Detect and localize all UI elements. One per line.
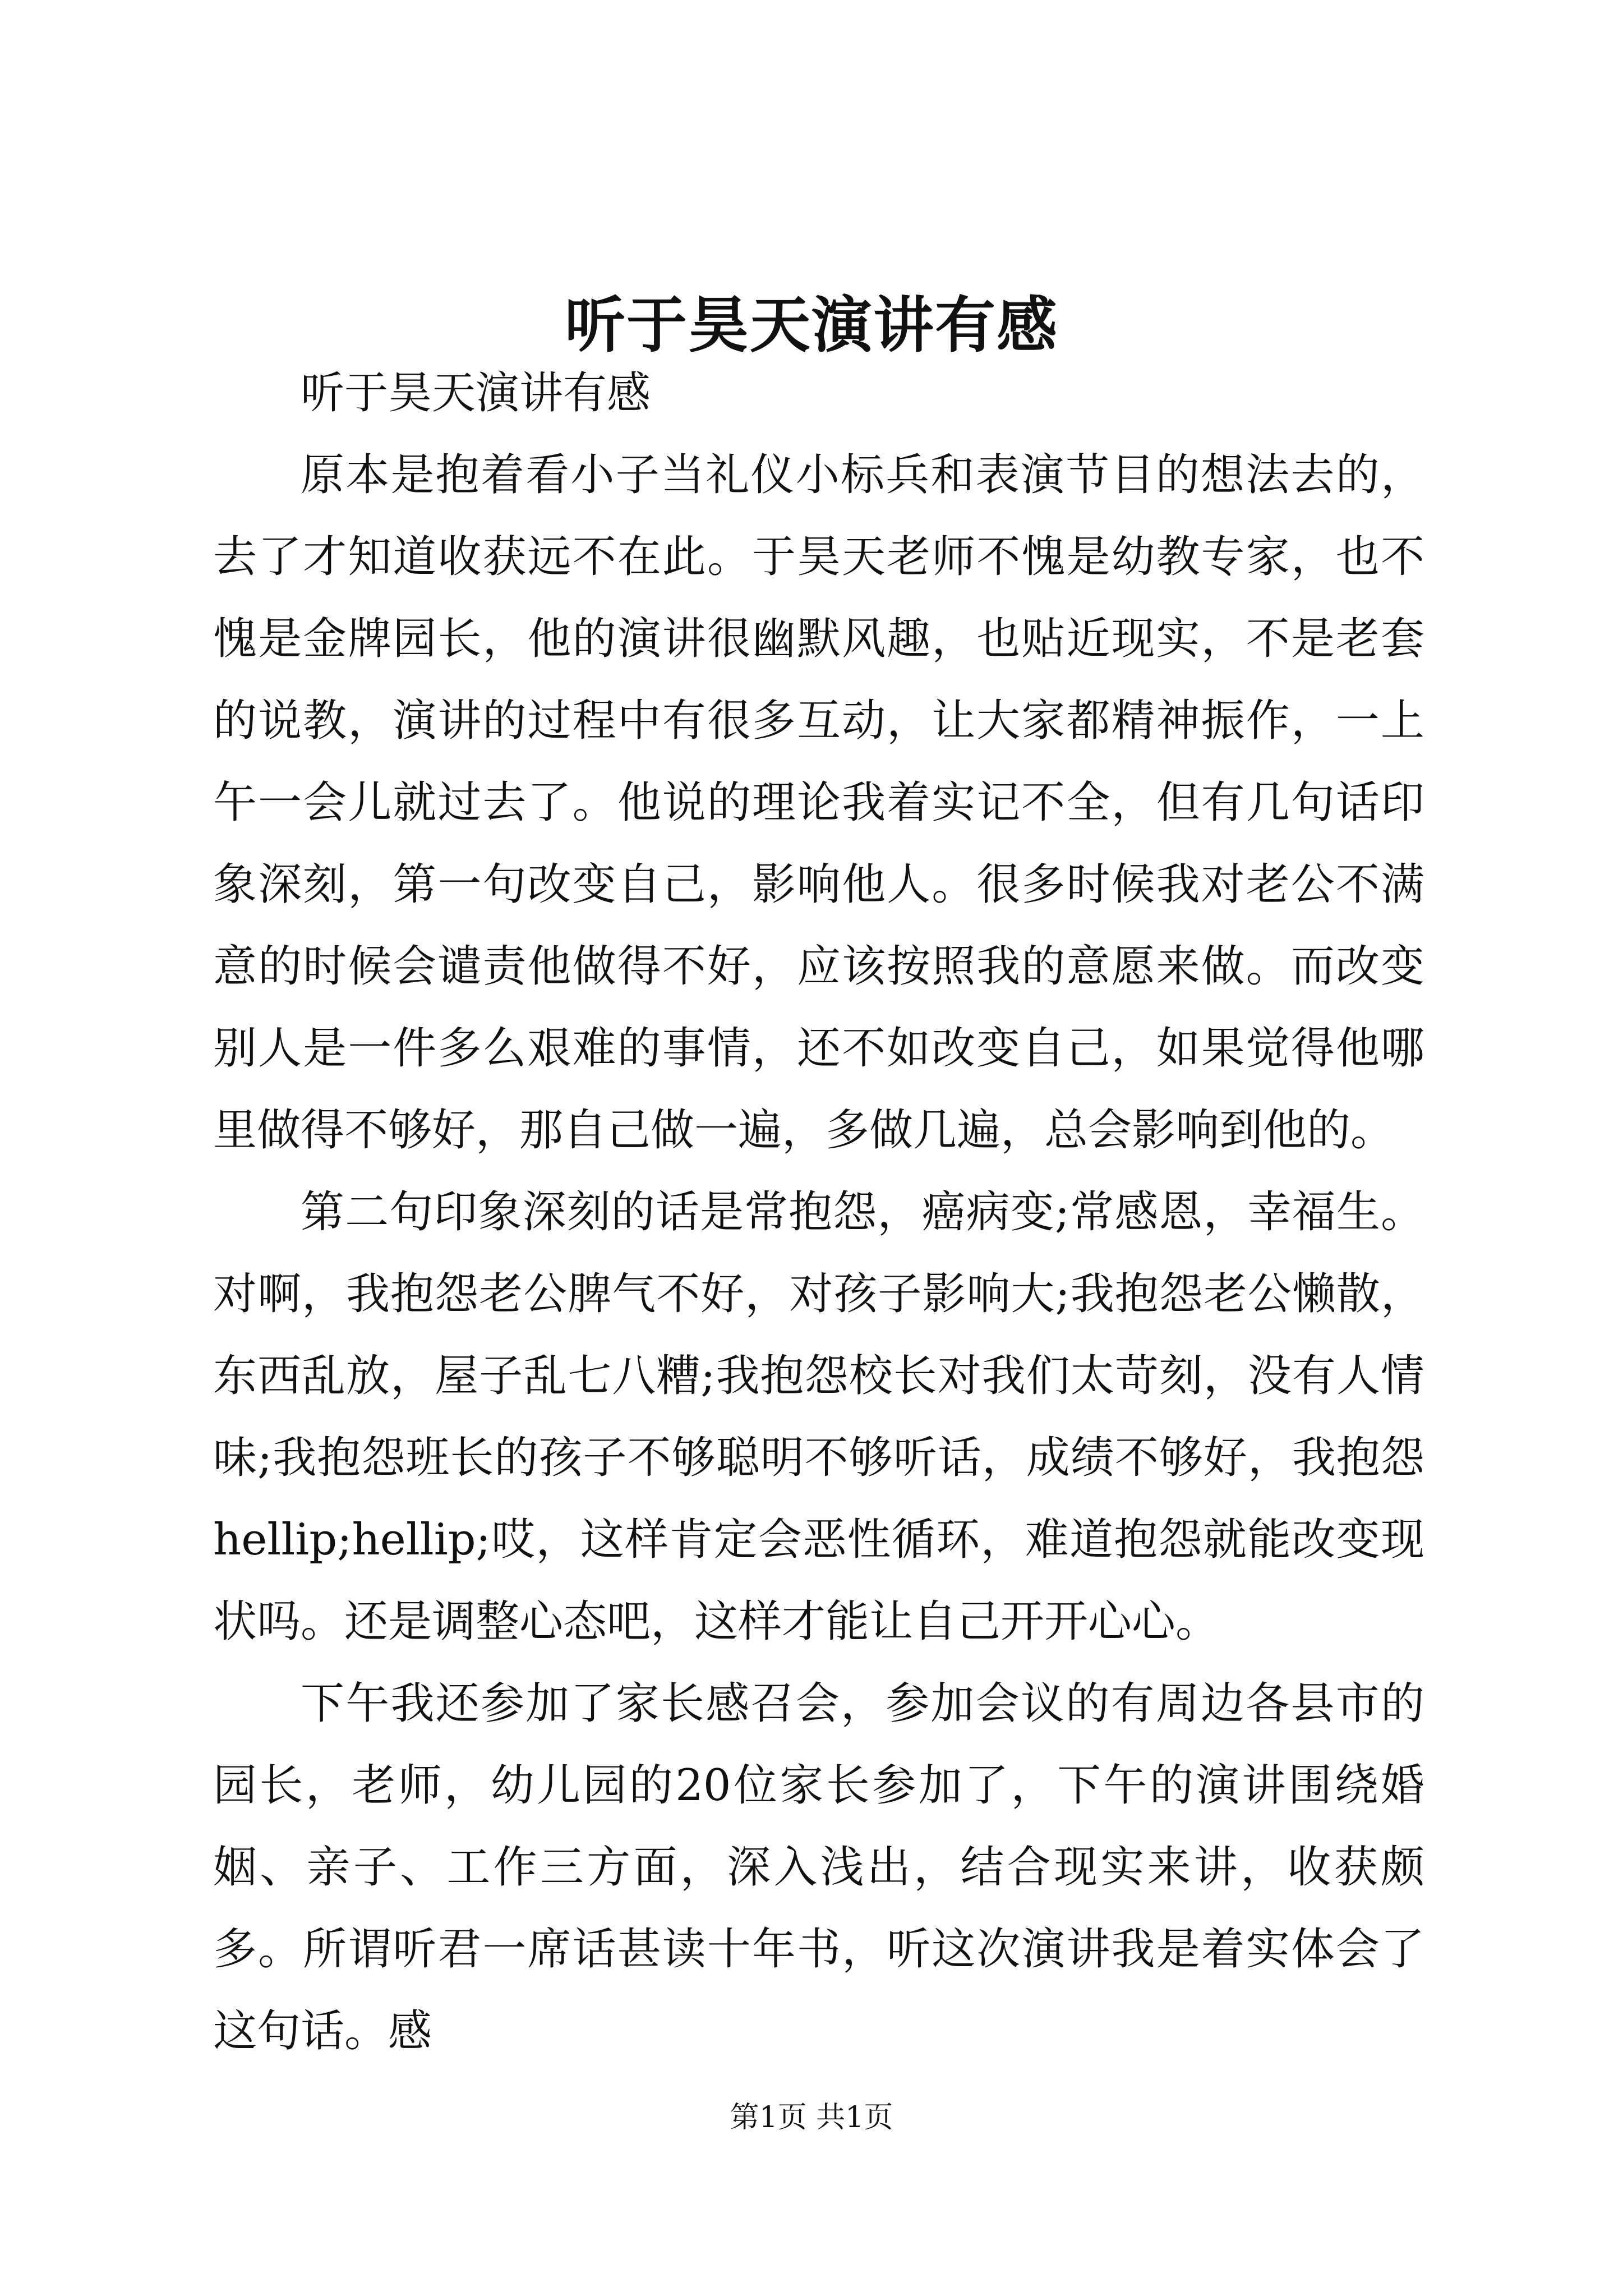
document-title: 听于昊天演讲有感: [564, 290, 1058, 361]
paragraph: 下午我还参加了家长感召会，参加会议的有周边各县市的园长，老师，幼儿园的20位家长参加了，下午的演讲围绕婚姻、亲子、工作三方面，深入浅出，结合现实来讲，收获颇多。所谓听君一席话甚读十年书，听这次演讲我是着实体会了这句话。感: [213, 1678, 1424, 2056]
page-footer: 第1页 共1页: [730, 2101, 893, 2134]
paragraph-subtitle: 听于昊天演讲有感: [301, 368, 651, 418]
document-body: [213, 352, 1424, 2072]
paragraph: 第二句印象深刻的话是常抱怨，癌病变;常感恩，幸福生。对啊，我抱怨老公脾气不好，对孩子影响大;我抱怨老公懒散，东西乱放，屋子乱七八糟;我抱怨校长对我们太苛刻，没有人情味;我抱怨班长的孩子不够聪明不够听话，成绩不够好，我抱怨hellip;hellip;哎，这样肯定会恶性循环，难道抱怨就能改变现状吗。还是调整心态吧，这样才能让自己开开心心。: [213, 1187, 1424, 1647]
paragraph: 原本是抱着看小子当礼仪小标兵和表演节目的想法去的，去了才知道收获远不在此。于昊天老师不愧是幼教专家，也不愧是金牌园长，他的演讲很幽默风趣，也贴近现实，不是老套的说教，演讲的过程中有很多互动，让大家都精神振作，一上午一会儿就过去了。他说的理论我着实记不全，但有几句话印象深刻，第一句改变自己，影响他人。很多时候我对老公不满意的时候会谴责他做得不好，应该按照我的意愿来做。而改变别人是一件多么艰难的事情，还不如改变自己，如果觉得他哪里做得不够好，那自己做一遍，多做几遍，总会影响到他的。: [213, 450, 1424, 1156]
